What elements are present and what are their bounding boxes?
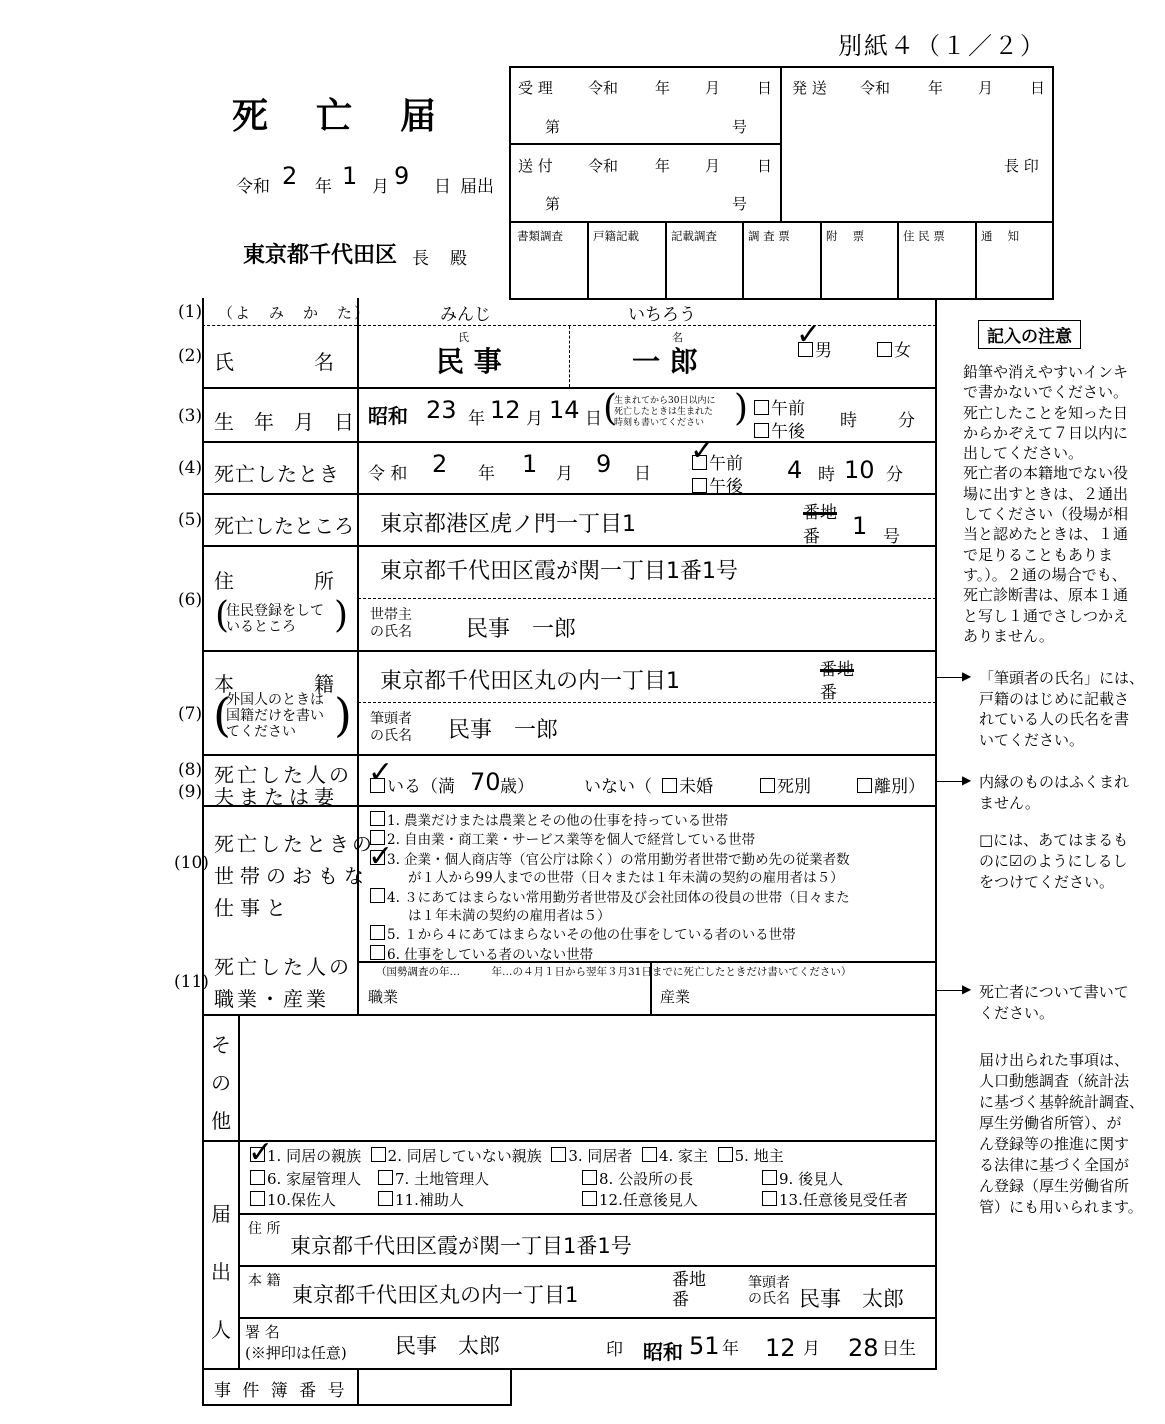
occupation-field[interactable]: 職業 bbox=[368, 988, 399, 1006]
qual-13[interactable]: 13.任意後見受任者 bbox=[762, 1189, 908, 1210]
office-col-7: 通 知 bbox=[981, 229, 1020, 243]
seal-mark[interactable]: 印 bbox=[606, 1340, 623, 1360]
date-day[interactable]: 9 bbox=[394, 162, 410, 190]
notes-header: 記入の注意 bbox=[978, 320, 1081, 349]
yomi-first[interactable]: いちろう bbox=[628, 305, 696, 325]
other-field[interactable] bbox=[245, 1020, 930, 1135]
death-month[interactable]: 1 bbox=[522, 450, 538, 478]
spouse-age[interactable]: 70 bbox=[470, 768, 501, 796]
office-col-3: 記載調査 bbox=[671, 229, 717, 243]
date-year[interactable]: 2 bbox=[282, 162, 298, 190]
notifier-birth-month[interactable]: 12 bbox=[765, 1334, 796, 1362]
qual-4[interactable]: 4. 家主 bbox=[637, 1147, 708, 1165]
yomi-last[interactable]: みんじ bbox=[440, 305, 491, 325]
spouse-yes-checkbox[interactable]: いる（満 bbox=[370, 772, 455, 797]
office-col-1: 書類調査 bbox=[517, 229, 563, 243]
note-deceased: 死亡者について書いて ください。 bbox=[979, 983, 1129, 1022]
death-am-checkbox[interactable]: 午前 bbox=[692, 449, 743, 474]
qual-12[interactable]: 12.任意後見人 bbox=[582, 1189, 698, 1210]
qual-3[interactable]: 3. 同居者 bbox=[547, 1147, 633, 1165]
last-name[interactable]: 民 事 bbox=[436, 345, 502, 378]
death-hour[interactable]: 4 bbox=[787, 456, 803, 484]
qual-8[interactable]: 8. 公設所の長 bbox=[582, 1168, 693, 1189]
address-field[interactable]: 東京都千代田区霞が関一丁目1番1号 bbox=[380, 559, 738, 584]
notifier-honseki[interactable]: 東京都千代田区丸の内一丁目1 bbox=[292, 1283, 579, 1307]
page-reference: 別紙４（１／２） bbox=[838, 32, 1046, 60]
office-stamp-field-6[interactable] bbox=[899, 246, 973, 296]
first-name[interactable]: 一 郎 bbox=[632, 345, 698, 378]
case-number-field[interactable] bbox=[360, 1370, 508, 1404]
office-col-5: 附 票 bbox=[826, 229, 865, 243]
note-hittou: 「筆頭者の氏名」には、 戸籍のはじめに記載さ れている人の氏名を書 いてください。 bbox=[979, 669, 1145, 749]
qual-2[interactable]: 2. 同居していない親族 bbox=[366, 1147, 542, 1165]
office-stamp-field-4[interactable] bbox=[744, 246, 818, 296]
office-col-6: 住 民 票 bbox=[903, 229, 945, 243]
death-day[interactable]: 9 bbox=[596, 450, 612, 478]
notifier-birth-year[interactable]: 51 bbox=[689, 1332, 720, 1360]
work-option-5[interactable]: 5. １から４にあてはまらないその他の仕事をしている者のいる世帯 bbox=[370, 925, 930, 944]
divorced-checkbox[interactable]: 離別） bbox=[857, 772, 925, 797]
note-checkbox: □には、あてはまるも のに☑のようにしるし をつけてください。 bbox=[979, 831, 1129, 891]
check-mark-icon: ✓ bbox=[368, 839, 394, 874]
notifier-birth-day[interactable]: 28 bbox=[848, 1334, 879, 1362]
qual-11[interactable]: 11.補助人 bbox=[378, 1189, 464, 1210]
arrow-icon: ▶ bbox=[962, 773, 972, 787]
male-checkbox[interactable]: 男 bbox=[798, 336, 832, 361]
addressee-city[interactable]: 東京都千代田区 bbox=[243, 243, 398, 268]
qual-6[interactable]: 6. 家屋管理人 bbox=[250, 1168, 361, 1189]
birth-year[interactable]: 23 bbox=[426, 396, 457, 424]
industry-field[interactable]: 産業 bbox=[660, 988, 691, 1006]
office-stamp-field-2[interactable] bbox=[589, 246, 663, 296]
birth-day[interactable]: 14 bbox=[549, 396, 580, 424]
qual-10[interactable]: 10.保佐人 bbox=[250, 1189, 336, 1210]
unmarried-checkbox[interactable]: 未婚 bbox=[662, 772, 713, 797]
note-spouse: 内縁のものはふくまれ ません。 bbox=[979, 773, 1130, 812]
birth-month[interactable]: 12 bbox=[490, 396, 521, 424]
work-option-4[interactable]: 4. ３にあてはまらない常用勤労者世帯及び会社団体の役員の世帯（日々また bbox=[370, 888, 930, 907]
note-general: 鉛筆や消えやすいインキ で書かないでください。 死亡したことを知った日 からかぞえて７日以内に 出してください。 死亡者の本籍地でない役 場に出すときは、２通出 してください（役場が相 当と認めたときは、１通 で足りることもありま す。）。２通の場合でも、 死亡診断書は、原本１通 と写し１通でさしつかえ ありません。 bbox=[963, 363, 1129, 645]
work-option-3-cont: が１人から99人までの世帯（日々または１年未満の契約の雇用者は５） bbox=[408, 870, 844, 887]
office-stamp-field-3[interactable] bbox=[667, 246, 740, 296]
birth-pm-checkbox[interactable]: 午後 bbox=[754, 417, 805, 442]
qual-7[interactable]: 7. 土地管理人 bbox=[378, 1168, 489, 1189]
arrow-icon: ▶ bbox=[962, 982, 972, 996]
qual-5[interactable]: 5. 地主 bbox=[713, 1147, 784, 1165]
check-mark-icon: ✓ bbox=[796, 317, 822, 352]
head-of-registry-name[interactable]: 民事 一郎 bbox=[448, 718, 559, 743]
notifier-address[interactable]: 東京都千代田区霞が関一丁目1番1号 bbox=[290, 1234, 632, 1258]
office-stamp-field-1[interactable] bbox=[513, 246, 585, 296]
date-month[interactable]: 1 bbox=[342, 162, 358, 190]
work-option-4-cont: は１年未満の契約の雇用者は５） bbox=[408, 908, 611, 925]
notifier-head-of-registry[interactable]: 民事 太郎 bbox=[799, 1287, 904, 1311]
check-mark-icon: ✓ bbox=[690, 433, 716, 468]
honseki-field[interactable]: 東京都千代田区丸の内一丁目1 bbox=[380, 669, 680, 694]
death-minute[interactable]: 10 bbox=[844, 456, 875, 484]
work-option-6[interactable]: 6. 仕事をしている者のいない世帯 bbox=[370, 945, 930, 964]
note-statistics: 届け出られた事項は、 人口動態調査（統計法 に基づく基幹統計調査、 厚生労働省所管）、が ん登録等の推進に関す る法律に基づく全国が ん登録（厚生労働省所 管）にも用いられます。 bbox=[979, 1051, 1145, 1216]
check-mark-icon: ✓ bbox=[368, 755, 394, 790]
office-col-2: 戸籍記載 bbox=[593, 229, 639, 243]
office-stamp-field-5[interactable] bbox=[822, 246, 895, 296]
notifier-signature[interactable]: 民事 太郎 bbox=[395, 1334, 500, 1358]
work-option-1[interactable]: 1. 農業だけまたは農業とその他の仕事を持っている世帯 bbox=[370, 811, 930, 830]
qual-9[interactable]: 9. 後見人 bbox=[762, 1168, 843, 1189]
death-pm-checkbox[interactable]: 午後 bbox=[692, 472, 743, 497]
birth-am-checkbox[interactable]: 午前 bbox=[754, 394, 805, 419]
arrow-icon: ▶ bbox=[962, 669, 972, 683]
office-stamp-field-7[interactable] bbox=[977, 246, 1050, 296]
death-place-number[interactable]: 1 bbox=[852, 512, 868, 540]
office-col-4: 調 査 票 bbox=[748, 229, 790, 243]
bereaved-checkbox[interactable]: 死別 bbox=[760, 772, 811, 797]
work-option-3[interactable]: 3. 企業・個人商店等（官公庁は除く）の常用勤労者世帯で勤め先の従業者数 bbox=[370, 850, 930, 869]
death-place[interactable]: 東京都港区虎ノ門一丁目1 bbox=[380, 512, 636, 537]
female-checkbox[interactable]: 女 bbox=[877, 336, 911, 361]
form-title: 死 亡 届 bbox=[232, 95, 443, 137]
check-mark-icon: ✓ bbox=[248, 1135, 274, 1170]
work-option-2[interactable]: 2. 自由業・商工業・サービス業等を個人で経営している世帯 bbox=[370, 830, 930, 849]
notifier-qualification bbox=[250, 1146, 784, 1167]
death-year[interactable]: 2 bbox=[432, 450, 448, 478]
household-head-name[interactable]: 民事 一郎 bbox=[466, 617, 577, 642]
qual-1[interactable]: 1. 同居の親族 bbox=[250, 1147, 361, 1165]
